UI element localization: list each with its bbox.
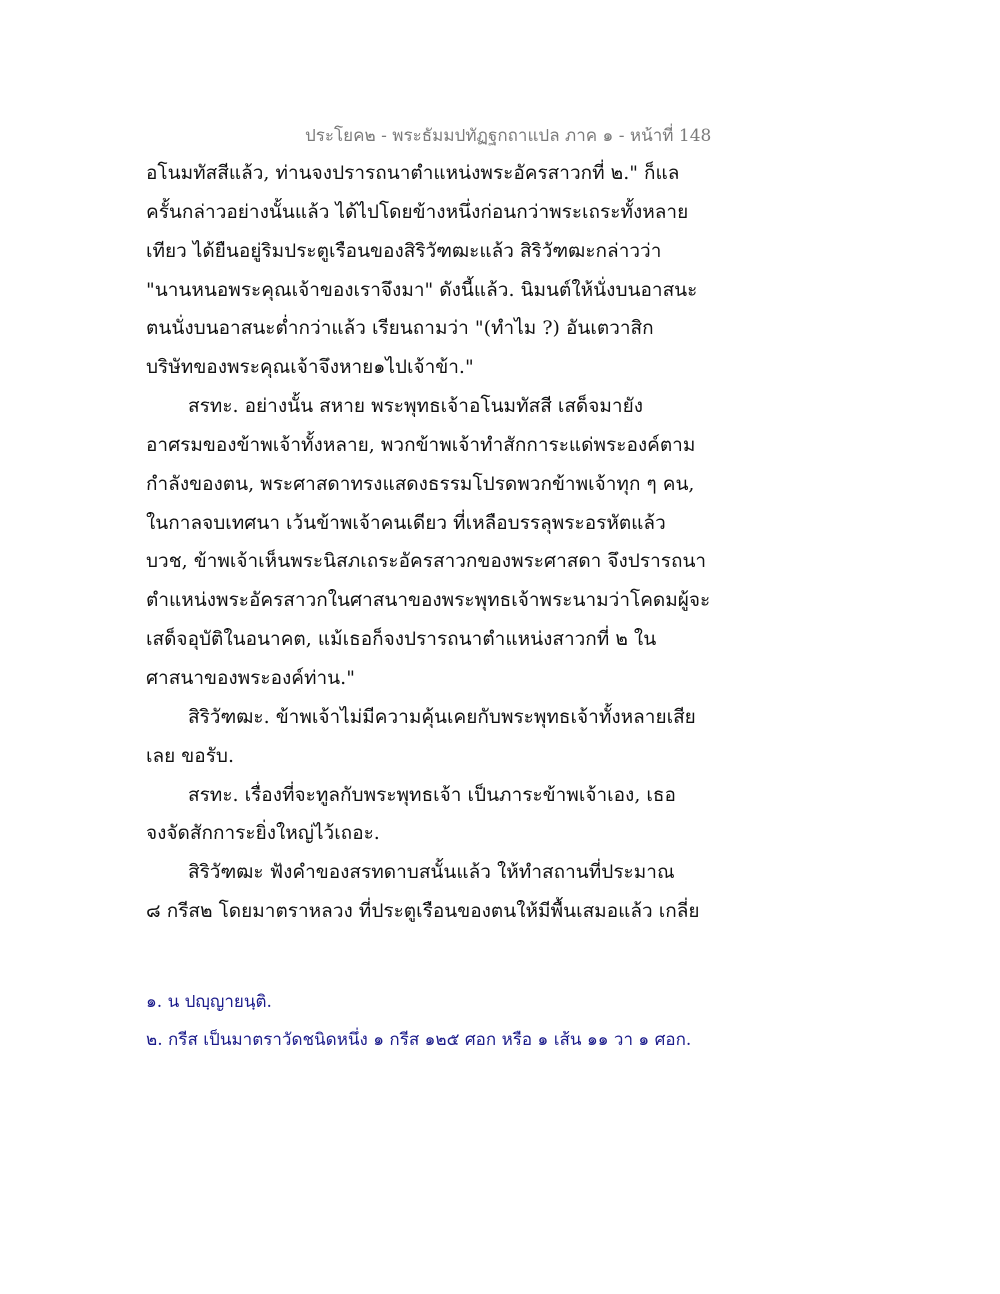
text-line: ๘ กรีส๒ โดยมาตราหลวง ที่ประตูเรือนของตนให้มีพื้นเสมอแล้ว เกลี่ย	[146, 900, 700, 923]
paragraph-start-line: สรทะ. เรื่องที่จะทูลกับพระพุทธเจ้า เป็นภาระข้าพเจ้าเอง, เธอ	[188, 783, 676, 806]
footnote-2: ๒. กรีส เป็นมาตราวัดชนิดหนึ่ง ๑ กรีส ๑๒๕ ศอก หรือ ๑ เส้น ๑๑ วา ๑ ศอก.	[146, 1030, 692, 1050]
paragraph-start-line: สรทะ. อย่างนั้น สหาย พระพุทธเจ้าอโนมทัสสี เสด็จมายัง	[188, 395, 644, 418]
text-line: เลย ขอรับ.	[146, 744, 235, 767]
page-header: ประโยค๒ - พระธัมมปทัฏฐกถาแปล ภาค ๑ - หน้าที่ 148	[305, 126, 712, 146]
text-line: จงจัดสักการะยิ่งใหญ่ไว้เถอะ.	[146, 822, 380, 845]
footnote-1: ๑. น ปญฺญายนฺติ.	[146, 992, 272, 1012]
text-line: กำลังของตน, พระศาสดาทรงแสดงธรรมโปรดพวกข้าพเจ้าทุก ๆ คน,	[146, 472, 695, 495]
text-line: ตนนั่งบนอาสนะต่ำกว่าแล้ว เรียนถามว่า "(ทำไม ?) อันเตวาสิก	[146, 317, 654, 340]
paragraph-start-line: สิริวัฑฒะ ฟังคำของสรทดาบสนั้นแล้ว ให้ทำสถานที่ประมาณ	[188, 861, 675, 884]
text-line: อโนมทัสสีแล้ว, ท่านจงปรารถนาตำแหน่งพระอัครสาวกที่ ๒." ก็แล	[146, 162, 680, 184]
text-line: ศาสนาของพระองค์ท่าน."	[146, 666, 355, 689]
text-line: บริษัทของพระคุณเจ้าจึงหาย๑ไปเจ้าข้า."	[146, 356, 474, 379]
text-line: เสด็จอุบัติในอนาคต, แม้เธอก็จงปรารถนาตำแหน่งสาวกที่ ๒ ใน	[146, 628, 657, 651]
text-line: อาศรมของข้าพเจ้าทั้งหลาย, พวกข้าพเจ้าทำสักการะแด่พระองค์ตาม	[146, 433, 696, 456]
footnotes	[146, 983, 766, 1059]
paragraph-start-line: สิริวัฑฒะ. ข้าพเจ้าไม่มีความคุ้นเคยกับพระพุทธเจ้าทั้งหลายเสีย	[188, 705, 696, 728]
text-line: ในกาลจบเทศนา เว้นข้าพเจ้าคนเดียว ที่เหลือบรรลุพระอรหัตแล้ว	[146, 511, 666, 534]
text-line: ตำแหน่งพระอัครสาวกในศาสนาของพระพุทธเจ้าพระนามว่าโคดมผู้จะ	[146, 589, 711, 612]
text-line: เทียว ได้ยืนอยู่ริมประตูเรือนของสิริวัฑฒะแล้ว สิริวัฑฒะกล่าวว่า	[146, 239, 662, 262]
text-line: "นานหนอพระคุณเจ้าของเราจึงมา" ดังนี้แล้ว. นิมนต์ให้นั่งบนอาสนะ	[146, 278, 698, 301]
text-line: ครั้นกล่าวอย่างนั้นแล้ว ได้ไปโดยข้างหนึ่งก่อนกว่าพระเถระทั้งหลาย	[146, 200, 689, 223]
text-line: บวช, ข้าพเจ้าเห็นพระนิสภเถระอัครสาวกของพระศาสดา จึงปรารถนา	[146, 550, 707, 573]
body-text	[146, 154, 726, 931]
